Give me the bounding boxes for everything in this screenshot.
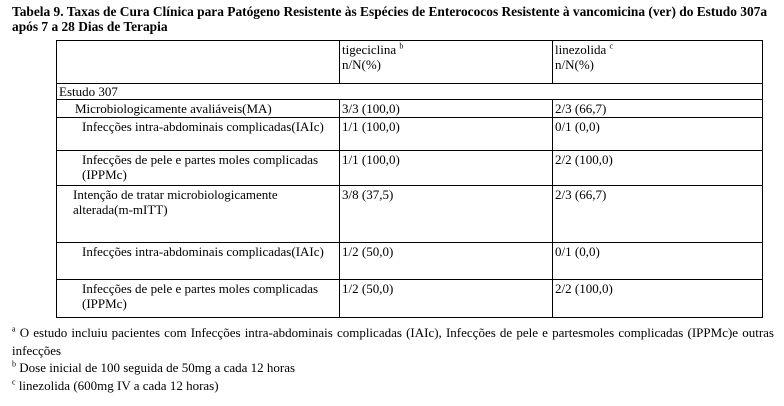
tigeciclina-value: 1/1 (100,0): [340, 118, 553, 151]
linezolida-value: 2/3 (66,7): [553, 100, 763, 118]
row-label: Infecções intra-abdominais complicadas(IAIc): [57, 118, 340, 151]
header-tigeciclina-name: tigeciclina: [342, 42, 397, 57]
table-header-row: [57, 41, 763, 84]
linezolida-value: 2/3 (66,7): [553, 186, 763, 243]
tigeciclina-value: 3/8 (37,5): [340, 186, 553, 243]
header-tigeciclina: [340, 41, 553, 84]
cure-rates-table: [56, 40, 763, 318]
linezolida-value: 2/2 (100,0): [553, 280, 763, 318]
header-linezolida-unit: n/N(%): [555, 57, 594, 72]
row-label: Intenção de tratar microbiologicamente alterada(m-mITT): [57, 186, 340, 243]
tigeciclina-value: 1/1 (100,0): [340, 151, 553, 186]
tigeciclina-value: 3/3 (100,0): [340, 100, 553, 118]
linezolida-value: 0/1 (0,0): [553, 118, 763, 151]
table-row: [57, 118, 763, 151]
header-linezolida-name: linezolida: [555, 42, 607, 57]
footnote-c-mark: c: [12, 377, 16, 387]
table-row: [57, 280, 763, 318]
table-row: [57, 100, 763, 118]
header-linezolida: [553, 41, 763, 84]
section-row: [57, 84, 763, 100]
table-row: [57, 151, 763, 186]
footnotes: [12, 324, 774, 394]
footnote-a: [12, 324, 774, 359]
footnote-c: [12, 377, 774, 395]
table-row: [57, 186, 763, 243]
footnote-b-mark: b: [12, 359, 16, 369]
row-label: Infecções de pele e partes moles complicadas (IPPMc): [57, 151, 340, 186]
row-label: Infecções de pele e partes moles complicadas (IPPMc): [57, 280, 340, 318]
header-tigeciclina-footnote-mark: b: [399, 41, 404, 51]
tigeciclina-value: 1/2 (50,0): [340, 243, 553, 280]
row-label: Infecções intra-abdominais complicadas(IAIc): [57, 243, 340, 280]
footnote-b: [12, 359, 774, 377]
header-linezolida-footnote-mark: c: [609, 41, 614, 51]
footnote-a-text: O estudo incluiu pacientes com Infecções intra-abdominais complicadas (IAIc), Infecções de pele e partesmoles complicadas (IPPMc)e outras infecções: [12, 325, 774, 358]
linezolida-value: 2/2 (100,0): [553, 151, 763, 186]
linezolida-value: 0/1 (0,0): [553, 243, 763, 280]
table-title: Tabela 9. Taxas de Cura Clínica para Patógeno Resistente às Espécies de Enterococos Resistente à vancomicina (ver) do Estudo 307a após 7 a 28 Dias de Terapia: [12, 4, 768, 34]
header-tigeciclina-unit: n/N(%): [342, 57, 381, 72]
footnote-c-text: linezolida (600mg IV a cada 12 horas): [15, 377, 219, 393]
footnote-b-text: Dose inicial de 100 seguida de 50mg a cada 12 horas: [16, 360, 296, 375]
section-label: Estudo 307: [57, 84, 763, 100]
table-row: [57, 243, 763, 280]
footnote-a-mark: a: [12, 324, 16, 334]
header-empty-cell: [57, 41, 340, 84]
row-label: Microbiologicamente avaliáveis(MA): [57, 100, 340, 118]
tigeciclina-value: 1/2 (50,0): [340, 280, 553, 318]
